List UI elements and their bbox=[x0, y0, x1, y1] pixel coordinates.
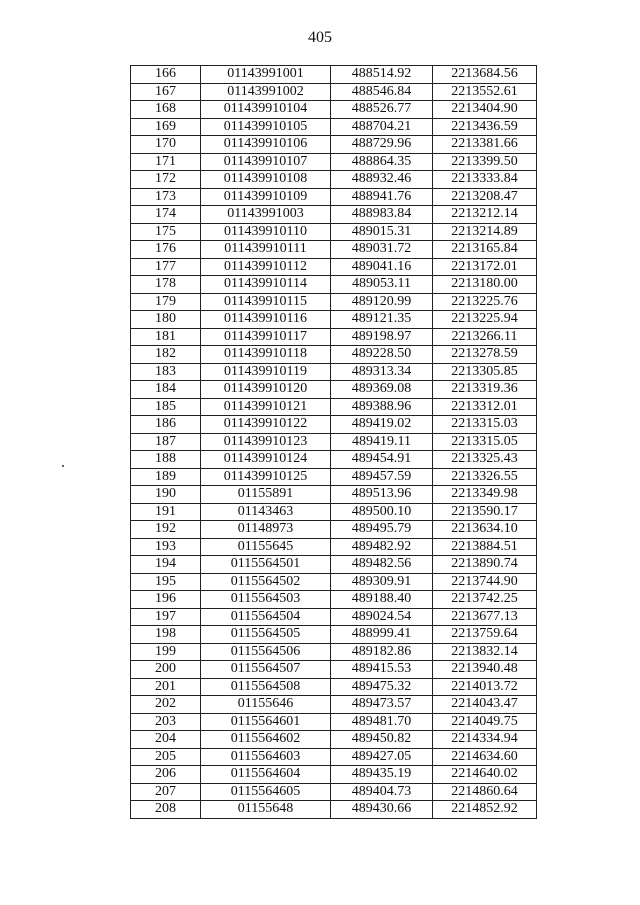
y-coordinate-cell: 2214860.64 bbox=[433, 783, 537, 801]
table-row bbox=[131, 188, 537, 206]
x-coordinate-cell: 489482.92 bbox=[331, 538, 433, 556]
row-number-cell: 168 bbox=[131, 101, 201, 119]
row-number-cell: 190 bbox=[131, 486, 201, 504]
row-number-cell: 205 bbox=[131, 748, 201, 766]
x-coordinate-cell: 489481.70 bbox=[331, 713, 433, 731]
table-row bbox=[131, 608, 537, 626]
x-coordinate-cell: 489500.10 bbox=[331, 503, 433, 521]
x-coordinate-cell: 488941.76 bbox=[331, 188, 433, 206]
point-code-cell: 011439910122 bbox=[201, 416, 331, 434]
y-coordinate-cell: 2213552.61 bbox=[433, 83, 537, 101]
point-code-cell: 011439910118 bbox=[201, 346, 331, 364]
y-coordinate-cell: 2213399.50 bbox=[433, 153, 537, 171]
row-number-cell: 166 bbox=[131, 66, 201, 84]
y-coordinate-cell: 2213312.01 bbox=[433, 398, 537, 416]
row-number-cell: 184 bbox=[131, 381, 201, 399]
y-coordinate-cell: 2213590.17 bbox=[433, 503, 537, 521]
table-row bbox=[131, 66, 537, 84]
table-row bbox=[131, 258, 537, 276]
y-coordinate-cell: 2213319.36 bbox=[433, 381, 537, 399]
table-row bbox=[131, 153, 537, 171]
point-code-cell: 01143991001 bbox=[201, 66, 331, 84]
table-row bbox=[131, 276, 537, 294]
x-coordinate-cell: 489198.97 bbox=[331, 328, 433, 346]
point-code-cell: 0115564603 bbox=[201, 748, 331, 766]
y-coordinate-cell: 2214852.92 bbox=[433, 801, 537, 819]
x-coordinate-cell: 489495.79 bbox=[331, 521, 433, 539]
table-row bbox=[131, 328, 537, 346]
x-coordinate-cell: 489435.19 bbox=[331, 766, 433, 784]
x-coordinate-cell: 488932.46 bbox=[331, 171, 433, 189]
row-number-cell: 189 bbox=[131, 468, 201, 486]
x-coordinate-cell: 489419.02 bbox=[331, 416, 433, 434]
y-coordinate-cell: 2213742.25 bbox=[433, 591, 537, 609]
table-row bbox=[131, 521, 537, 539]
table-row bbox=[131, 696, 537, 714]
y-coordinate-cell: 2213172.01 bbox=[433, 258, 537, 276]
point-code-cell: 011439910108 bbox=[201, 171, 331, 189]
row-number-cell: 200 bbox=[131, 661, 201, 679]
point-code-cell: 011439910123 bbox=[201, 433, 331, 451]
coordinates-table-body bbox=[131, 66, 537, 819]
row-number-cell: 182 bbox=[131, 346, 201, 364]
table-row bbox=[131, 293, 537, 311]
table-row bbox=[131, 223, 537, 241]
row-number-cell: 194 bbox=[131, 556, 201, 574]
point-code-cell: 0115564508 bbox=[201, 678, 331, 696]
row-number-cell: 202 bbox=[131, 696, 201, 714]
x-coordinate-cell: 489419.11 bbox=[331, 433, 433, 451]
x-coordinate-cell: 489475.32 bbox=[331, 678, 433, 696]
table-row bbox=[131, 748, 537, 766]
point-code-cell: 011439910111 bbox=[201, 241, 331, 259]
x-coordinate-cell: 488729.96 bbox=[331, 136, 433, 154]
y-coordinate-cell: 2213325.43 bbox=[433, 451, 537, 469]
table-row bbox=[131, 556, 537, 574]
point-code-cell: 011439910125 bbox=[201, 468, 331, 486]
point-code-cell: 011439910109 bbox=[201, 188, 331, 206]
point-code-cell: 011439910112 bbox=[201, 258, 331, 276]
row-number-cell: 199 bbox=[131, 643, 201, 661]
point-code-cell: 011439910115 bbox=[201, 293, 331, 311]
table-row bbox=[131, 363, 537, 381]
y-coordinate-cell: 2213436.59 bbox=[433, 118, 537, 136]
y-coordinate-cell: 2213832.14 bbox=[433, 643, 537, 661]
table-row bbox=[131, 416, 537, 434]
row-number-cell: 178 bbox=[131, 276, 201, 294]
x-coordinate-cell: 489182.86 bbox=[331, 643, 433, 661]
x-coordinate-cell: 489188.40 bbox=[331, 591, 433, 609]
row-number-cell: 180 bbox=[131, 311, 201, 329]
point-code-cell: 01143991002 bbox=[201, 83, 331, 101]
x-coordinate-cell: 488864.35 bbox=[331, 153, 433, 171]
x-coordinate-cell: 489053.11 bbox=[331, 276, 433, 294]
y-coordinate-cell: 2213315.03 bbox=[433, 416, 537, 434]
row-number-cell: 177 bbox=[131, 258, 201, 276]
point-code-cell: 011439910105 bbox=[201, 118, 331, 136]
x-coordinate-cell: 489427.05 bbox=[331, 748, 433, 766]
y-coordinate-cell: 2213744.90 bbox=[433, 573, 537, 591]
row-number-cell: 195 bbox=[131, 573, 201, 591]
row-number-cell: 169 bbox=[131, 118, 201, 136]
point-code-cell: 01148973 bbox=[201, 521, 331, 539]
row-number-cell: 187 bbox=[131, 433, 201, 451]
row-number-cell: 170 bbox=[131, 136, 201, 154]
row-number-cell: 193 bbox=[131, 538, 201, 556]
row-number-cell: 176 bbox=[131, 241, 201, 259]
x-coordinate-cell: 488514.92 bbox=[331, 66, 433, 84]
row-number-cell: 185 bbox=[131, 398, 201, 416]
table-row bbox=[131, 678, 537, 696]
y-coordinate-cell: 2213381.66 bbox=[433, 136, 537, 154]
table-row bbox=[131, 241, 537, 259]
table-row bbox=[131, 206, 537, 224]
point-code-cell: 0115564504 bbox=[201, 608, 331, 626]
y-coordinate-cell: 2213684.56 bbox=[433, 66, 537, 84]
table-row bbox=[131, 468, 537, 486]
point-code-cell: 011439910116 bbox=[201, 311, 331, 329]
x-coordinate-cell: 489024.54 bbox=[331, 608, 433, 626]
row-number-cell: 198 bbox=[131, 626, 201, 644]
row-number-cell: 173 bbox=[131, 188, 201, 206]
table-row bbox=[131, 783, 537, 801]
y-coordinate-cell: 2213225.94 bbox=[433, 311, 537, 329]
y-coordinate-cell: 2213278.59 bbox=[433, 346, 537, 364]
table-row bbox=[131, 136, 537, 154]
point-code-cell: 01155891 bbox=[201, 486, 331, 504]
x-coordinate-cell: 488983.84 bbox=[331, 206, 433, 224]
row-number-cell: 206 bbox=[131, 766, 201, 784]
x-coordinate-cell: 489031.72 bbox=[331, 241, 433, 259]
point-code-cell: 0115564503 bbox=[201, 591, 331, 609]
row-number-cell: 175 bbox=[131, 223, 201, 241]
row-number-cell: 172 bbox=[131, 171, 201, 189]
table-row bbox=[131, 591, 537, 609]
x-coordinate-cell: 488999.41 bbox=[331, 626, 433, 644]
table-row bbox=[131, 398, 537, 416]
point-code-cell: 011439910104 bbox=[201, 101, 331, 119]
y-coordinate-cell: 2214049.75 bbox=[433, 713, 537, 731]
point-code-cell: 0115564605 bbox=[201, 783, 331, 801]
y-coordinate-cell: 2213208.47 bbox=[433, 188, 537, 206]
row-number-cell: 196 bbox=[131, 591, 201, 609]
y-coordinate-cell: 2214334.94 bbox=[433, 731, 537, 749]
point-code-cell: 01155646 bbox=[201, 696, 331, 714]
x-coordinate-cell: 489415.53 bbox=[331, 661, 433, 679]
point-code-cell: 011439910120 bbox=[201, 381, 331, 399]
row-number-cell: 181 bbox=[131, 328, 201, 346]
row-number-cell: 201 bbox=[131, 678, 201, 696]
row-number-cell: 203 bbox=[131, 713, 201, 731]
y-coordinate-cell: 2213266.11 bbox=[433, 328, 537, 346]
point-code-cell: 0115564602 bbox=[201, 731, 331, 749]
row-number-cell: 186 bbox=[131, 416, 201, 434]
table-row bbox=[131, 83, 537, 101]
y-coordinate-cell: 2214013.72 bbox=[433, 678, 537, 696]
y-coordinate-cell: 2213404.90 bbox=[433, 101, 537, 119]
table-row bbox=[131, 486, 537, 504]
x-coordinate-cell: 489369.08 bbox=[331, 381, 433, 399]
y-coordinate-cell: 2214640.02 bbox=[433, 766, 537, 784]
y-coordinate-cell: 2213759.64 bbox=[433, 626, 537, 644]
x-coordinate-cell: 489473.57 bbox=[331, 696, 433, 714]
x-coordinate-cell: 489513.96 bbox=[331, 486, 433, 504]
x-coordinate-cell: 488546.84 bbox=[331, 83, 433, 101]
table-row bbox=[131, 433, 537, 451]
point-code-cell: 01155645 bbox=[201, 538, 331, 556]
y-coordinate-cell: 2213165.84 bbox=[433, 241, 537, 259]
point-code-cell: 0115564507 bbox=[201, 661, 331, 679]
table-row bbox=[131, 311, 537, 329]
scan-speck bbox=[62, 465, 64, 467]
x-coordinate-cell: 489404.73 bbox=[331, 783, 433, 801]
table-row bbox=[131, 643, 537, 661]
table-row bbox=[131, 451, 537, 469]
x-coordinate-cell: 489120.99 bbox=[331, 293, 433, 311]
table-row bbox=[131, 661, 537, 679]
x-coordinate-cell: 489041.16 bbox=[331, 258, 433, 276]
table-row bbox=[131, 801, 537, 819]
point-code-cell: 01143463 bbox=[201, 503, 331, 521]
row-number-cell: 197 bbox=[131, 608, 201, 626]
point-code-cell: 011439910106 bbox=[201, 136, 331, 154]
point-code-cell: 011439910107 bbox=[201, 153, 331, 171]
y-coordinate-cell: 2213326.55 bbox=[433, 468, 537, 486]
row-number-cell: 204 bbox=[131, 731, 201, 749]
x-coordinate-cell: 489457.59 bbox=[331, 468, 433, 486]
y-coordinate-cell: 2213305.85 bbox=[433, 363, 537, 381]
point-code-cell: 011439910110 bbox=[201, 223, 331, 241]
point-code-cell: 01143991003 bbox=[201, 206, 331, 224]
page-number: 405 bbox=[308, 29, 332, 46]
y-coordinate-cell: 2213212.14 bbox=[433, 206, 537, 224]
row-number-cell: 171 bbox=[131, 153, 201, 171]
table-row bbox=[131, 626, 537, 644]
point-code-cell: 0115564502 bbox=[201, 573, 331, 591]
point-code-cell: 0115564506 bbox=[201, 643, 331, 661]
row-number-cell: 188 bbox=[131, 451, 201, 469]
row-number-cell: 179 bbox=[131, 293, 201, 311]
point-code-cell: 011439910114 bbox=[201, 276, 331, 294]
y-coordinate-cell: 2213333.84 bbox=[433, 171, 537, 189]
row-number-cell: 167 bbox=[131, 83, 201, 101]
table-row bbox=[131, 101, 537, 119]
x-coordinate-cell: 489228.50 bbox=[331, 346, 433, 364]
table-row bbox=[131, 118, 537, 136]
y-coordinate-cell: 2213349.98 bbox=[433, 486, 537, 504]
point-code-cell: 011439910124 bbox=[201, 451, 331, 469]
table-row bbox=[131, 573, 537, 591]
x-coordinate-cell: 489454.91 bbox=[331, 451, 433, 469]
row-number-cell: 208 bbox=[131, 801, 201, 819]
point-code-cell: 0115564601 bbox=[201, 713, 331, 731]
y-coordinate-cell: 2213225.76 bbox=[433, 293, 537, 311]
y-coordinate-cell: 2213890.74 bbox=[433, 556, 537, 574]
y-coordinate-cell: 2213180.00 bbox=[433, 276, 537, 294]
row-number-cell: 191 bbox=[131, 503, 201, 521]
table-row bbox=[131, 171, 537, 189]
x-coordinate-cell: 489482.56 bbox=[331, 556, 433, 574]
row-number-cell: 207 bbox=[131, 783, 201, 801]
y-coordinate-cell: 2213634.10 bbox=[433, 521, 537, 539]
x-coordinate-cell: 489309.91 bbox=[331, 573, 433, 591]
y-coordinate-cell: 2214043.47 bbox=[433, 696, 537, 714]
x-coordinate-cell: 489450.82 bbox=[331, 731, 433, 749]
x-coordinate-cell: 489313.34 bbox=[331, 363, 433, 381]
point-code-cell: 0115564501 bbox=[201, 556, 331, 574]
x-coordinate-cell: 488526.77 bbox=[331, 101, 433, 119]
table-row bbox=[131, 731, 537, 749]
x-coordinate-cell: 489121.35 bbox=[331, 311, 433, 329]
table-row bbox=[131, 538, 537, 556]
point-code-cell: 011439910119 bbox=[201, 363, 331, 381]
point-code-cell: 01155648 bbox=[201, 801, 331, 819]
table-row bbox=[131, 766, 537, 784]
x-coordinate-cell: 489388.96 bbox=[331, 398, 433, 416]
y-coordinate-cell: 2213677.13 bbox=[433, 608, 537, 626]
table-row bbox=[131, 381, 537, 399]
coordinates-table bbox=[130, 65, 537, 819]
point-code-cell: 0115564604 bbox=[201, 766, 331, 784]
y-coordinate-cell: 2213884.51 bbox=[433, 538, 537, 556]
row-number-cell: 192 bbox=[131, 521, 201, 539]
x-coordinate-cell: 488704.21 bbox=[331, 118, 433, 136]
row-number-cell: 174 bbox=[131, 206, 201, 224]
table-row bbox=[131, 346, 537, 364]
table-row bbox=[131, 713, 537, 731]
point-code-cell: 0115564505 bbox=[201, 626, 331, 644]
y-coordinate-cell: 2214634.60 bbox=[433, 748, 537, 766]
y-coordinate-cell: 2213940.48 bbox=[433, 661, 537, 679]
row-number-cell: 183 bbox=[131, 363, 201, 381]
point-code-cell: 011439910121 bbox=[201, 398, 331, 416]
x-coordinate-cell: 489015.31 bbox=[331, 223, 433, 241]
point-code-cell: 011439910117 bbox=[201, 328, 331, 346]
y-coordinate-cell: 2213214.89 bbox=[433, 223, 537, 241]
table-row bbox=[131, 503, 537, 521]
x-coordinate-cell: 489430.66 bbox=[331, 801, 433, 819]
y-coordinate-cell: 2213315.05 bbox=[433, 433, 537, 451]
